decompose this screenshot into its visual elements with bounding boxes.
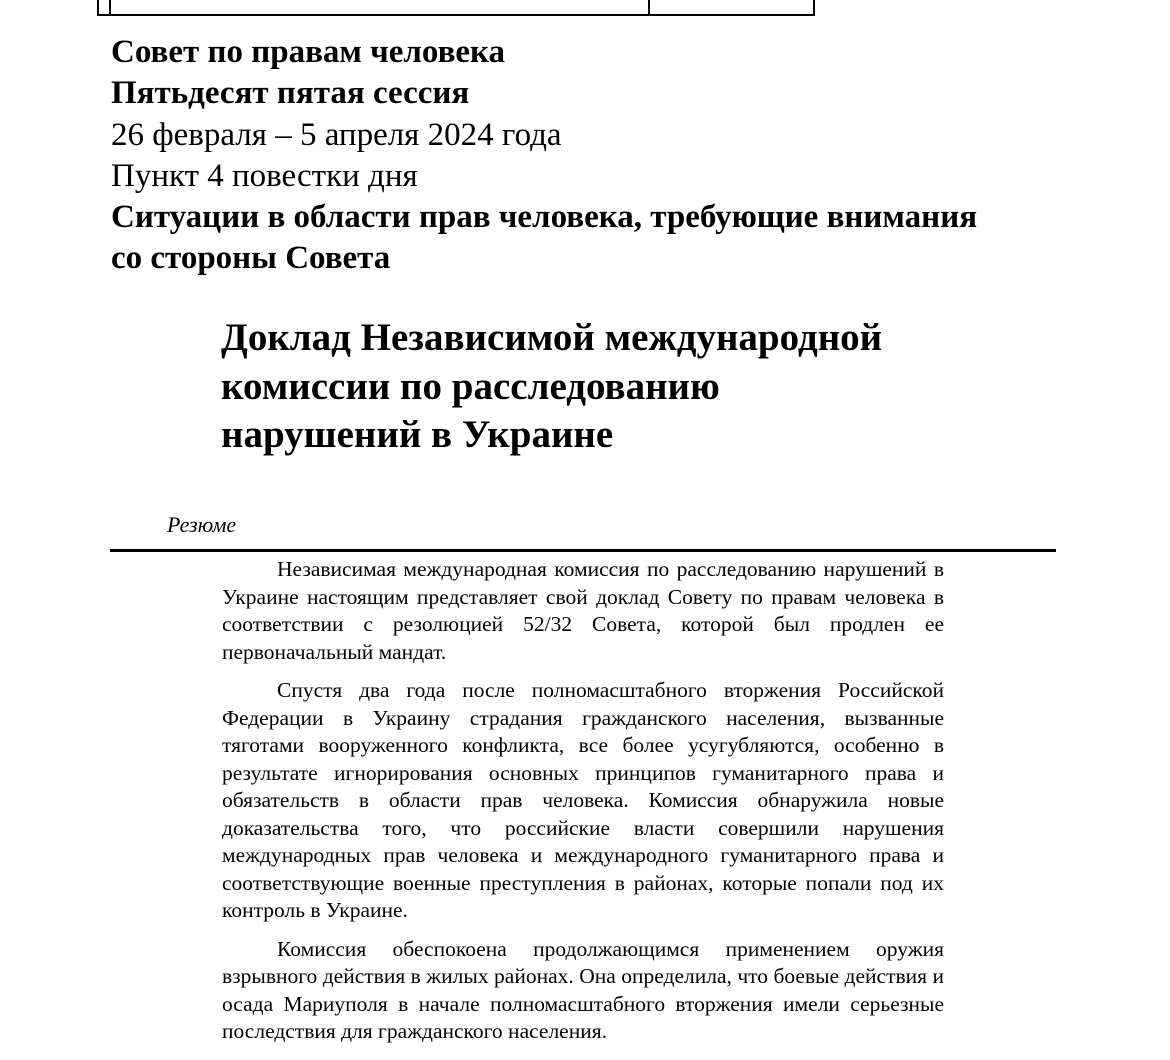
report-title-line-2: комиссии по расследованию	[221, 364, 720, 408]
summary-body	[222, 556, 944, 1057]
horizontal-rule	[110, 549, 1056, 552]
agenda-title-line-1: Ситуации в области прав человека, требующие внимания	[111, 199, 978, 236]
report-title-line-3: нарушений в Украине	[221, 413, 614, 456]
frame-divider-left	[109, 0, 111, 16]
paragraph: Независимая международная комиссия по расследованию нарушений в Украине настоящим представляет свой доклад Совету по правам человека в соответствии с резолюцией 52/32 Совета, которой был продлен ее первоначальный мандат.	[222, 557, 944, 664]
session-name: Пятьдесят пятая сессия	[111, 75, 470, 112]
document-header	[111, 32, 1061, 280]
summary-label: Резюме	[167, 512, 237, 537]
paragraph: Комиссия обеспокоена продолжающимся применением оружия взрывного действия в жилых районах. Она определила, что боевые действия и осада Мариуполя в начале полномасштабного вторжения имели серьезные последствия для гражданского населения.	[222, 936, 944, 1043]
header-frame	[97, 0, 815, 16]
report-title-line-1: Доклад Независимой международной	[221, 316, 883, 359]
paragraph: Спустя два года после полномасштабного вторжения Российской Федерации в Украину страдания гражданского населения, вызванные тяготами вооруженного конфликта, все более усугубляются, особенно в результате игнорирования основных принципов гуманитарного права и обязательств в области прав человека. Комиссия обнаружила новые доказательства того, что российские власти совершили нарушения международных прав человека и международного гуманитарного права и соответствующие военные преступления в районах, которые попали под их контроль в Украине.	[222, 678, 944, 922]
frame-divider-right	[648, 0, 650, 16]
session-dates: 26 февраля – 5 апреля 2024 года	[111, 116, 562, 153]
council-name: Совет по правам человека	[111, 34, 506, 70]
agenda-title-line-2: со стороны Совета	[111, 240, 391, 277]
report-title	[221, 314, 1021, 460]
agenda-item: Пункт 4 повестки дня	[111, 157, 418, 194]
